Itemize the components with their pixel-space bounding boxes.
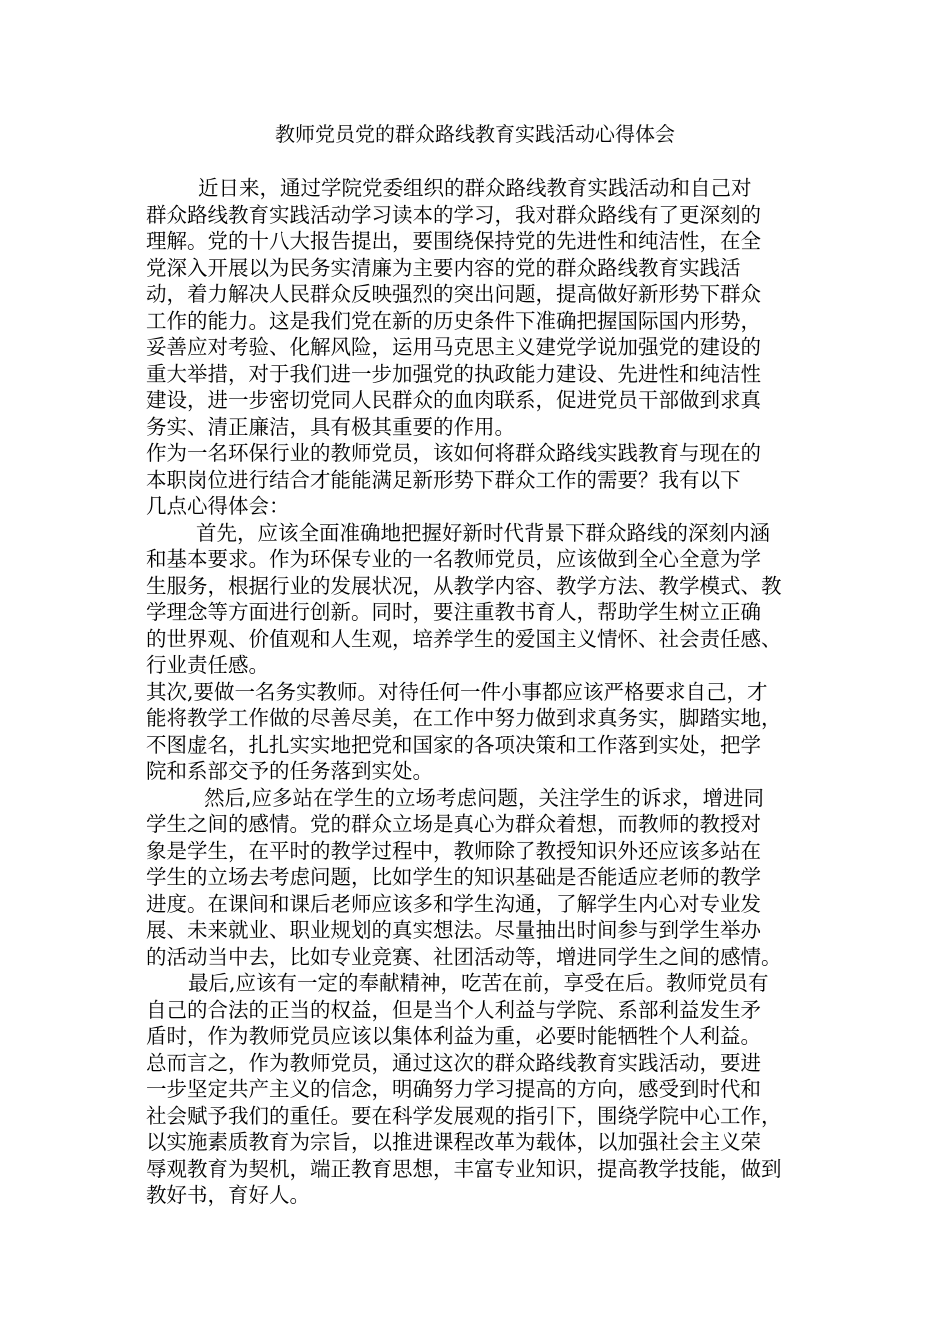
text-line: 党深入开展以为民务实清廉为主要内容的党的群众路线教育实践活 xyxy=(146,255,741,280)
text-line: 和基本要求。作为环保专业的一名教师党员，应该做到全心全意为学 xyxy=(146,547,761,571)
text-line: 盾时，作为教师党员应该以集体利益为重，必要时能牺牲个人利益。 xyxy=(146,1024,761,1048)
text-line: 进度。在课间和课后老师应该多和学生沟通，了解学生内心对专业发 xyxy=(146,891,761,916)
text-line: 近日来，通过学院党委组织的群众路线教育实践活动和自己对 xyxy=(198,176,752,200)
text-line: 首先，应该全面准确地把握好新时代背景下群众路线的深刻内涵 xyxy=(196,520,770,545)
text-line: 作为一名环保行业的教师党员，该如何将群众路线实践教育与现在的 xyxy=(146,441,761,465)
text-line: 生服务，根据行业的发展状况，从教学内容、教学方法、教学模式、教 xyxy=(146,573,782,598)
text-line: 总而言之，作为教师党员，通过这次的群众路线教育实践活动，要进 xyxy=(146,1050,761,1075)
text-line: 建设，进一步密切党同人民群众的血肉联系，促进党员干部做到求真 xyxy=(146,388,761,412)
text-line: 一步坚定共产主义的信念，明确努力学习提高的方向，感受到时代和 xyxy=(146,1077,761,1101)
text-line: 学理念等方面进行创新。同时，要注重教书育人，帮助学生树立正确 xyxy=(146,600,761,624)
text-line: 工作的能力。这是我们党在新的历史条件下准确把握国际国内形势， xyxy=(146,308,761,333)
document-body xyxy=(146,175,816,1209)
text-line: 行业责任感。 xyxy=(146,653,269,677)
text-line: 院和系部交予的任务落到实处。 xyxy=(146,759,433,783)
text-line: 不图虚名，扎扎实实地把党和国家的各项决策和工作落到实处，把学 xyxy=(146,732,761,757)
text-line: 其次,要做一名务实教师。对待任何一件小事都应该严格要求自己，才 xyxy=(146,679,768,704)
text-line: 的活动当中去，比如专业竞赛、社团活动等，增进同学生之间的感情。 xyxy=(146,944,782,969)
text-line: 学生的立场去考虑问题，比如学生的知识基础是否能适应老师的教学 xyxy=(146,865,761,889)
text-line: 自己的合法的正当的权益，但是当个人利益与学院、系部利益发生矛 xyxy=(146,997,761,1022)
text-line: 务实、清正廉洁，具有极其重要的作用。 xyxy=(146,414,515,439)
text-line: 本职岗位进行结合才能能满足新形势下群众工作的需要？我有以下 xyxy=(146,467,741,492)
text-line: 展、未来就业、职业规划的真实想法。尽量抽出时间参与到学生举办 xyxy=(146,918,761,942)
text-line: 辱观教育为契机，端正教育思想，丰富专业知识，提高教学技能，做到 xyxy=(146,1156,782,1181)
text-line: 能将教学工作做的尽善尽美，在工作中努力做到求真务实，脚踏实地， xyxy=(146,706,782,730)
text-line: 象是学生，在平时的教学过程中，教师除了教授知识外还应该多站在 xyxy=(146,838,761,863)
text-line: 理解。党的十八大报告提出，要围绕保持党的先进性和纯洁性，在全 xyxy=(146,229,761,253)
text-line: 动，着力解决人民群众反映强烈的突出问题，提高做好新形势下群众 xyxy=(146,282,761,306)
text-line: 教好书，育好人。 xyxy=(146,1183,310,1207)
text-line: 然后,应多站在学生的立场考虑问题，关注学生的诉求，增进同 xyxy=(204,785,765,810)
text-line: 的世界观、价值观和人生观，培养学生的爱国主义情怀、社会责任感、 xyxy=(146,626,782,651)
text-line: 妥善应对考验、化解风险，运用马克思主义建党学说加强党的建设的 xyxy=(146,335,761,359)
text-line: 几点心得体会： xyxy=(146,494,290,518)
document-title: 教师党员党的群众路线教育实践活动心得体会 xyxy=(275,122,675,146)
text-line: 群众路线教育实践活动学习读本的学习，我对群众路线有了更深刻的 xyxy=(146,202,761,227)
text-line: 最后,应该有一定的奉献精神，吃苦在前，享受在后。教师党员有 xyxy=(188,971,769,995)
text-line: 社会赋予我们的重任。要在科学发展观的指引下，围绕学院中心工作， xyxy=(146,1103,782,1128)
text-line: 重大举措，对于我们进一步加强党的执政能力建设、先进性和纯洁性 xyxy=(146,361,761,386)
text-line: 以实施素质教育为宗旨，以推进课程改革为载体，以加强社会主义荣 xyxy=(146,1130,761,1154)
text-line: 学生之间的感情。党的群众立场是真心为群众着想，而教师的教授对 xyxy=(146,812,761,836)
